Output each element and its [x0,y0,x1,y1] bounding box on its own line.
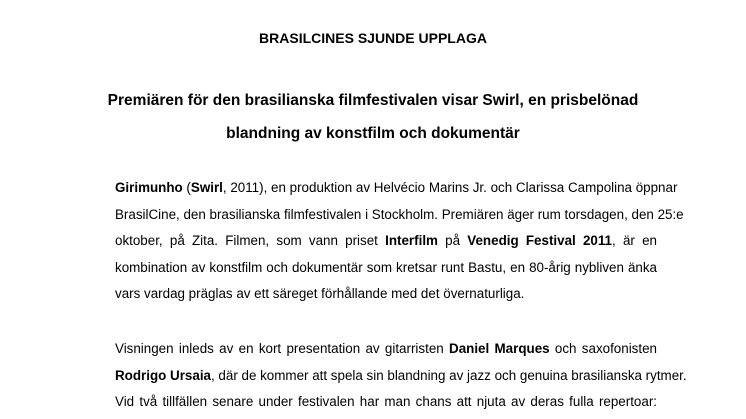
paragraph-line: BrasilCine, den brasilianska filmfestivalen i Stockholm. Premiären äger rum torsdagen, den 25:e [115,206,684,222]
text-run: och saxofonisten [549,341,657,356]
text-run: , där de kommer att spela sin blandning av jazz och genuina brasilianska rytmer. [210,367,687,383]
text-run: , är en [612,233,657,249]
subtitle-line: Premiären för den brasilianska filmfestivalen visar Swirl, en prisbelönad [107,92,639,109]
text-run: , 2011), en produktion av Helvécio Marins Jr. och Clarissa Campolina öppnar [222,180,678,195]
film-title-original: Girimunho [115,180,183,195]
paragraph-line: kombination av konstfilm och dokumentär som kretsar runt Bastu, en 80-årig nybliven änka [115,259,657,275]
text-run: ( [182,180,191,195]
text-run: oktober, på Zita. Filmen, som vann priset [115,233,386,249]
paragraph-music [115,336,687,416]
paragraph-line [115,175,678,202]
film-title-english: Swirl [190,180,223,195]
festival-name: Venedig Festival 2011 [467,233,613,249]
paragraph-line: vars vardag präglas av ett säreget förhållande med det övernaturliga. [115,286,525,302]
paragraph-line [115,228,657,255]
document-subtitle [0,84,746,150]
paragraph-line [115,336,657,363]
paragraph-line [115,363,687,390]
paragraph-line: Vid två tillfällen senare under festivalen har man chans att njuta av deras fulla repertoar: [115,394,657,410]
guitarist-name: Daniel Marques [449,341,550,356]
text-run: på [437,233,468,249]
subtitle-line: blandning av konstfilm och dokumentär [226,125,520,142]
award-name: Interfilm [385,233,438,249]
text-run: Visningen inleds av en kort presentation av gitarristen [115,341,450,356]
paragraph-intro [115,175,684,308]
document-heading: BRASILCINES SJUNDE UPPLAGA [259,30,487,46]
saxophonist-name: Rodrigo Ursaia [115,367,211,383]
